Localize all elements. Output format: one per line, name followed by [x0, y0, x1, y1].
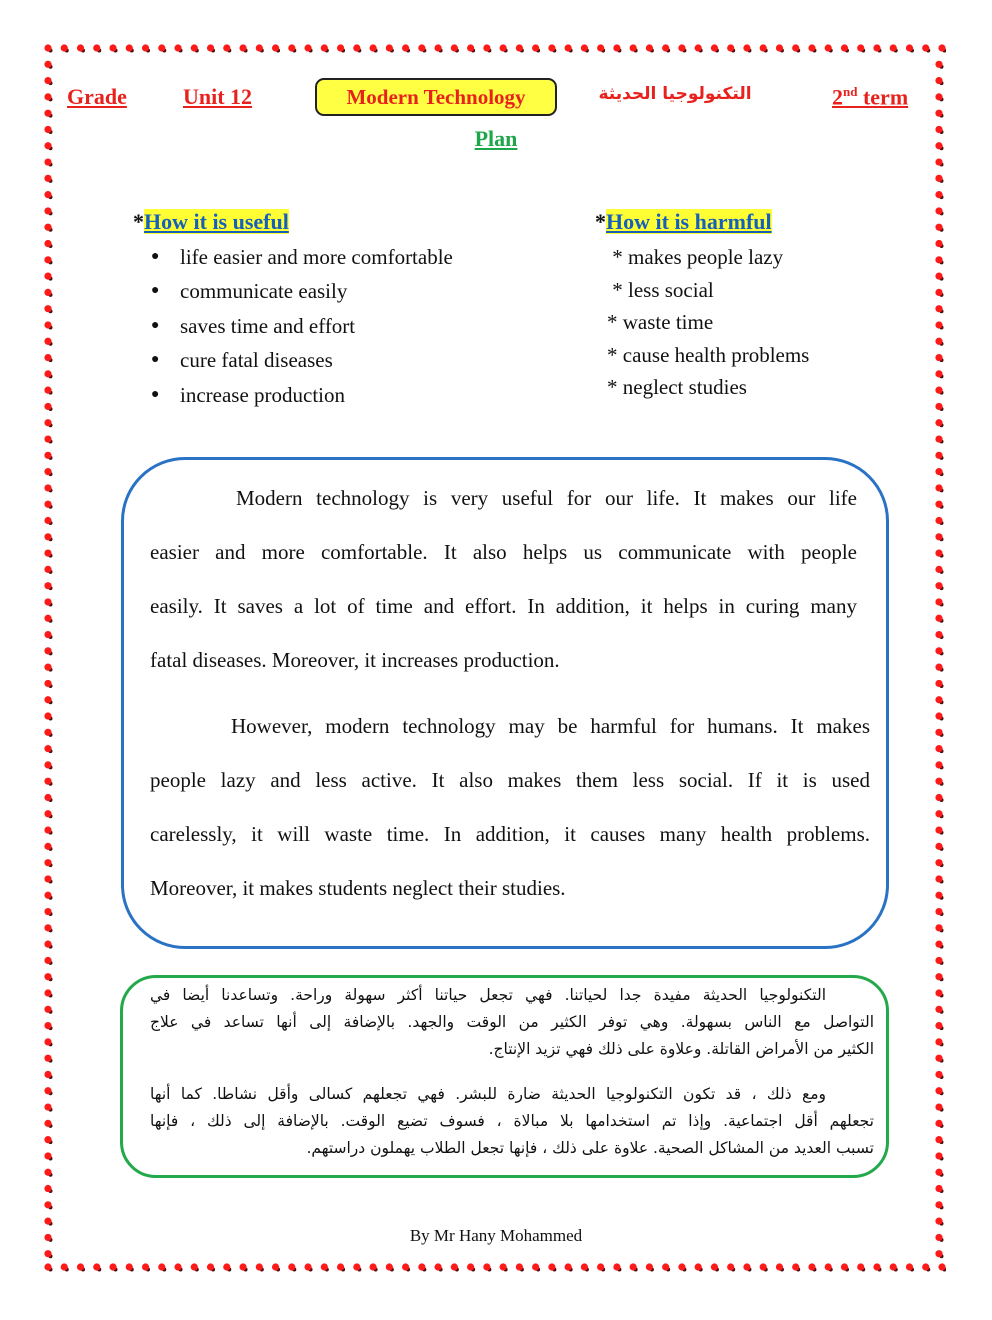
list-item: [151, 310, 453, 344]
arabic-line: تجعلهم أقل اجتماعية. وإذا تم استخدامها بلا مبالاة ، فسوف تضيع الوقت. بالإضافة إلى ذلك ، فإنها: [150, 1112, 874, 1130]
harmful-star: *: [595, 209, 606, 234]
paragraph-line: easier and more comfortable. It also helps us communicate with people: [150, 540, 857, 564]
paragraph-line: fatal diseases. Moreover, it increases production.: [150, 648, 560, 672]
arabic-line: ومع ذلك ، قد تكون التكنولوجيا الحديثة ضارة للبشر. فهي تجعلهم كسالى وأقل نشاطا. كما أنها: [150, 1085, 826, 1103]
bullet-icon: ●: [151, 386, 160, 402]
arabic-line: الكثير من الأمراض القاتلة. وعلاوة على ذلك فهي تزيد الإنتاج.: [488, 1040, 874, 1058]
paragraph-line: Moreover, it makes students neglect their studies.: [150, 876, 566, 900]
paragraph-line: Modern technology is very useful for our life. It makes our life: [236, 486, 857, 510]
term-word: term: [862, 84, 909, 110]
arabic-paragraph-2: [150, 1081, 874, 1162]
paragraph-line: However, modern technology may be harmful for humans. It makes: [231, 714, 870, 738]
list-item: [151, 275, 453, 309]
list-item-text: life easier and more comfortable: [180, 245, 453, 269]
paragraph-line: carelessly, it will waste time. In addition, it causes many health problems.: [150, 822, 870, 846]
plan-heading: Plan: [474, 126, 518, 151]
list-item: [151, 241, 453, 275]
list-item-text: cure fatal diseases: [180, 348, 333, 373]
author-footer: By Mr Hany Mohammed: [409, 1226, 583, 1245]
useful-list: [151, 241, 453, 413]
list-item-text: increase production: [180, 382, 346, 407]
term-label: [832, 84, 908, 110]
list-item: [151, 344, 453, 378]
arabic-line: تسبب العديد من المشاكل الصحية. علاوة على ذلك ، فإنها تجعل الطلاب يهملون دراستهم.: [306, 1139, 874, 1157]
arabic-line: التكنولوجيا الحديثة مفيدة جدا لحياتنا. فهي تجعل حياتنا أكثر سهولة وراحة. وتساعدنا أيضا في: [150, 986, 826, 1004]
term-number: 2: [832, 84, 843, 110]
page-title: Modern Technology: [346, 84, 526, 109]
arabic-line: التواصل مع الناس بسهولة. وهي توفر الكثير من الوقت والجهد. بالإضافة إلى أنها تساعد في علاج: [150, 1013, 874, 1031]
list-item-text: saves time and effort: [180, 313, 356, 338]
arabic-paragraph-1: [150, 982, 874, 1063]
bullet-icon: ●: [151, 317, 160, 333]
paragraph-line: easily. It saves a lot of time and effort. In addition, it helps in curing many: [150, 594, 857, 618]
arabic-title: التكنولوجيا الحديثة: [598, 84, 752, 104]
list-item: [151, 379, 453, 413]
list-item: * makes people lazy: [607, 245, 784, 269]
list-item-text: communicate easily: [180, 279, 348, 304]
list-item: * waste time: [607, 310, 714, 334]
list-item: * neglect studies: [607, 375, 747, 399]
unit-label: Unit 12: [183, 84, 253, 109]
title-box: [315, 78, 557, 116]
bullet-icon: ●: [151, 352, 160, 368]
term-superscript: nd: [843, 84, 858, 99]
useful-heading-text: How it is useful: [144, 209, 289, 234]
english-paragraph-1: [150, 471, 870, 687]
harmful-list: [607, 241, 809, 404]
harmful-heading: [595, 209, 772, 235]
useful-star: *: [133, 209, 144, 234]
harmful-heading-text: How it is harmful: [606, 209, 772, 234]
bullet-icon: ●: [151, 248, 160, 264]
useful-heading: [133, 209, 289, 235]
bullet-icon: ●: [151, 283, 160, 299]
list-item: * cause health problems: [607, 342, 810, 367]
paragraph-line: people lazy and less active. It also makes them less social. If it is used: [150, 768, 870, 792]
english-paragraph-2: [150, 699, 870, 915]
grade-label: Grade: [67, 84, 127, 109]
list-item: * less social: [607, 277, 714, 302]
